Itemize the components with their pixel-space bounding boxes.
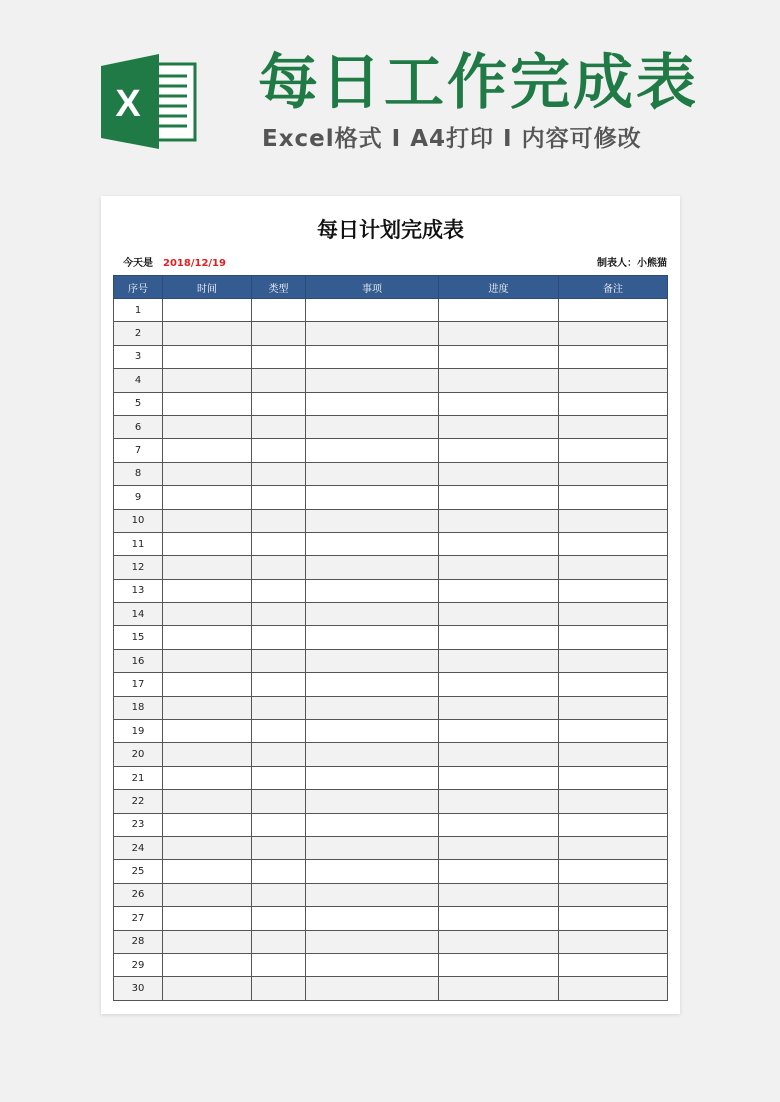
row-number: 21 xyxy=(114,766,163,789)
table-row xyxy=(114,299,668,322)
row-number: 11 xyxy=(114,532,163,555)
table-cell[interactable] xyxy=(163,720,252,743)
table-cell[interactable] xyxy=(163,743,252,766)
table-row xyxy=(114,673,668,696)
table-cell[interactable] xyxy=(306,673,439,696)
table-row xyxy=(114,977,668,1000)
document-title: 每日计划完成表 xyxy=(317,218,464,242)
row-number: 22 xyxy=(114,790,163,813)
table-cell[interactable] xyxy=(163,299,252,322)
row-number: 12 xyxy=(114,556,163,579)
table-cell[interactable] xyxy=(439,649,559,672)
row-number: 25 xyxy=(114,860,163,883)
table-row xyxy=(114,486,668,509)
svg-text:X: X xyxy=(115,83,141,125)
table-cell[interactable] xyxy=(439,345,559,368)
table-cell[interactable] xyxy=(163,626,252,649)
table-cell[interactable] xyxy=(252,626,306,649)
table-cell[interactable] xyxy=(163,603,252,626)
table-cell[interactable] xyxy=(439,299,559,322)
table-cell[interactable] xyxy=(439,579,559,602)
table-cell[interactable] xyxy=(252,322,306,345)
table-cell[interactable] xyxy=(306,299,439,322)
table-cell[interactable] xyxy=(252,439,306,462)
column-header: 序号 xyxy=(114,276,163,299)
table-cell[interactable] xyxy=(559,345,668,368)
table-cell[interactable] xyxy=(439,509,559,532)
table-cell[interactable] xyxy=(439,860,559,883)
table-cell[interactable] xyxy=(163,345,252,368)
table-cell[interactable] xyxy=(252,345,306,368)
table-cell[interactable] xyxy=(306,509,439,532)
table-cell[interactable] xyxy=(439,415,559,438)
table-cell[interactable] xyxy=(306,813,439,836)
table-cell[interactable] xyxy=(439,953,559,976)
table-cell[interactable] xyxy=(252,486,306,509)
table-cell[interactable] xyxy=(306,883,439,906)
table-cell[interactable] xyxy=(559,415,668,438)
table-cell[interactable] xyxy=(306,345,439,368)
row-number: 15 xyxy=(114,626,163,649)
table-cell[interactable] xyxy=(252,579,306,602)
table-row xyxy=(114,649,668,672)
table-cell[interactable] xyxy=(252,743,306,766)
table-cell[interactable] xyxy=(439,766,559,789)
column-header: 类型 xyxy=(252,276,306,299)
table-cell[interactable] xyxy=(559,532,668,555)
table-cell[interactable] xyxy=(163,322,252,345)
table-cell[interactable] xyxy=(439,439,559,462)
table-cell[interactable] xyxy=(252,532,306,555)
table-cell[interactable] xyxy=(163,532,252,555)
table-cell[interactable] xyxy=(306,953,439,976)
table-cell[interactable] xyxy=(439,720,559,743)
table-cell[interactable] xyxy=(439,603,559,626)
row-number: 16 xyxy=(114,649,163,672)
table-cell[interactable] xyxy=(306,415,439,438)
row-number: 1 xyxy=(114,299,163,322)
row-number: 5 xyxy=(114,392,163,415)
row-number: 23 xyxy=(114,813,163,836)
table-cell[interactable] xyxy=(252,883,306,906)
table-row xyxy=(114,579,668,602)
table-cell[interactable] xyxy=(163,392,252,415)
table-cell[interactable] xyxy=(306,392,439,415)
banner-title: 每日工作完成表 xyxy=(258,48,699,118)
table-cell[interactable] xyxy=(252,603,306,626)
table-cell[interactable] xyxy=(306,907,439,930)
table-cell[interactable] xyxy=(163,486,252,509)
table-cell[interactable] xyxy=(306,649,439,672)
table-cell[interactable] xyxy=(252,696,306,719)
table-body xyxy=(114,299,668,1001)
table-row xyxy=(114,345,668,368)
row-number: 6 xyxy=(114,415,163,438)
table-cell[interactable] xyxy=(559,883,668,906)
table-cell[interactable] xyxy=(439,930,559,953)
table-cell[interactable] xyxy=(439,743,559,766)
table-cell[interactable] xyxy=(163,953,252,976)
table-cell[interactable] xyxy=(559,649,668,672)
table-cell[interactable] xyxy=(306,579,439,602)
table-cell[interactable] xyxy=(163,369,252,392)
table-row xyxy=(114,392,668,415)
table-cell[interactable] xyxy=(163,415,252,438)
table-cell[interactable] xyxy=(252,813,306,836)
table-cell[interactable] xyxy=(163,883,252,906)
table-cell[interactable] xyxy=(439,907,559,930)
table-cell[interactable] xyxy=(559,696,668,719)
row-number: 27 xyxy=(114,907,163,930)
table-cell[interactable] xyxy=(439,322,559,345)
table-cell[interactable] xyxy=(252,299,306,322)
row-number: 24 xyxy=(114,836,163,859)
table-cell[interactable] xyxy=(252,930,306,953)
table-cell[interactable] xyxy=(559,299,668,322)
table-cell[interactable] xyxy=(163,462,252,485)
table-cell[interactable] xyxy=(559,673,668,696)
table-cell[interactable] xyxy=(163,649,252,672)
table-cell[interactable] xyxy=(559,836,668,859)
row-number: 8 xyxy=(114,462,163,485)
table-row xyxy=(114,556,668,579)
table-cell[interactable] xyxy=(559,439,668,462)
table-row xyxy=(114,930,668,953)
row-number: 19 xyxy=(114,720,163,743)
document-page xyxy=(101,196,680,1014)
table-cell[interactable] xyxy=(439,813,559,836)
table-cell[interactable] xyxy=(559,907,668,930)
table-cell[interactable] xyxy=(559,392,668,415)
table-row xyxy=(114,509,668,532)
table-cell[interactable] xyxy=(559,766,668,789)
table-row xyxy=(114,626,668,649)
table-cell[interactable] xyxy=(163,977,252,1000)
table-cell[interactable] xyxy=(163,790,252,813)
table-cell[interactable] xyxy=(439,883,559,906)
table-cell[interactable] xyxy=(252,392,306,415)
row-number: 20 xyxy=(114,743,163,766)
table-cell[interactable] xyxy=(163,907,252,930)
table-row xyxy=(114,743,668,766)
column-header: 进度 xyxy=(439,276,559,299)
table-cell[interactable] xyxy=(559,486,668,509)
banner-subtitle: Excel格式 I A4打印 I 内容可修改 xyxy=(262,126,642,152)
table-cell[interactable] xyxy=(559,953,668,976)
table-row xyxy=(114,696,668,719)
table-row xyxy=(114,813,668,836)
row-number: 17 xyxy=(114,673,163,696)
table-row xyxy=(114,369,668,392)
table-cell[interactable] xyxy=(306,462,439,485)
row-number: 10 xyxy=(114,509,163,532)
table-row xyxy=(114,439,668,462)
table-cell[interactable] xyxy=(163,579,252,602)
table-cell[interactable] xyxy=(163,766,252,789)
table-cell[interactable] xyxy=(306,556,439,579)
row-number: 2 xyxy=(114,322,163,345)
table-cell[interactable] xyxy=(252,556,306,579)
table-cell[interactable] xyxy=(306,743,439,766)
table-cell[interactable] xyxy=(163,696,252,719)
table-cell[interactable] xyxy=(439,532,559,555)
table-cell[interactable] xyxy=(306,790,439,813)
table-header xyxy=(114,276,668,299)
row-number: 9 xyxy=(114,486,163,509)
table-cell[interactable] xyxy=(439,392,559,415)
table-cell[interactable] xyxy=(252,836,306,859)
table-row xyxy=(114,907,668,930)
row-number: 30 xyxy=(114,977,163,1000)
table-cell[interactable] xyxy=(306,696,439,719)
table-cell[interactable] xyxy=(252,649,306,672)
date-label: 今天是 xyxy=(123,258,153,269)
table-cell[interactable] xyxy=(439,462,559,485)
row-number: 14 xyxy=(114,603,163,626)
table-cell[interactable] xyxy=(306,603,439,626)
table-cell[interactable] xyxy=(439,556,559,579)
table-cell[interactable] xyxy=(252,790,306,813)
table-row xyxy=(114,462,668,485)
row-number: 3 xyxy=(114,345,163,368)
date-value: 2018/12/19 xyxy=(163,258,226,269)
column-header: 事项 xyxy=(306,276,439,299)
table-cell[interactable] xyxy=(559,462,668,485)
table-row xyxy=(114,860,668,883)
table-cell[interactable] xyxy=(306,720,439,743)
table-cell[interactable] xyxy=(252,462,306,485)
table-cell[interactable] xyxy=(252,907,306,930)
table-cell[interactable] xyxy=(559,626,668,649)
table-cell[interactable] xyxy=(252,720,306,743)
table-cell[interactable] xyxy=(559,720,668,743)
table-cell[interactable] xyxy=(559,790,668,813)
table-cell[interactable] xyxy=(439,836,559,859)
table-cell[interactable] xyxy=(252,766,306,789)
table-cell[interactable] xyxy=(439,673,559,696)
table-cell[interactable] xyxy=(306,860,439,883)
table-cell[interactable] xyxy=(252,369,306,392)
table-cell[interactable] xyxy=(163,836,252,859)
column-header: 备注 xyxy=(559,276,668,299)
table-cell[interactable] xyxy=(559,369,668,392)
table-cell[interactable] xyxy=(163,439,252,462)
table-cell[interactable] xyxy=(559,579,668,602)
table-cell[interactable] xyxy=(439,626,559,649)
table-cell[interactable] xyxy=(439,696,559,719)
table-row xyxy=(114,790,668,813)
table-cell[interactable] xyxy=(439,486,559,509)
table-cell[interactable] xyxy=(163,930,252,953)
table-cell[interactable] xyxy=(306,766,439,789)
row-number: 26 xyxy=(114,883,163,906)
row-number: 4 xyxy=(114,369,163,392)
plan-table xyxy=(113,275,668,1001)
table-row xyxy=(114,603,668,626)
table-cell[interactable] xyxy=(306,532,439,555)
table-cell[interactable] xyxy=(306,369,439,392)
table-row xyxy=(114,953,668,976)
table-cell[interactable] xyxy=(163,860,252,883)
table-cell[interactable] xyxy=(306,626,439,649)
maker-label: 制表人：小熊猫 xyxy=(597,258,667,269)
table-row xyxy=(114,415,668,438)
table-cell[interactable] xyxy=(306,930,439,953)
table-cell[interactable] xyxy=(252,953,306,976)
table-cell[interactable] xyxy=(559,930,668,953)
table-cell[interactable] xyxy=(559,556,668,579)
table-cell[interactable] xyxy=(306,439,439,462)
table-cell[interactable] xyxy=(252,509,306,532)
table-cell[interactable] xyxy=(559,813,668,836)
table-cell[interactable] xyxy=(306,322,439,345)
table-cell[interactable] xyxy=(559,977,668,1000)
row-number: 28 xyxy=(114,930,163,953)
table-cell[interactable] xyxy=(559,603,668,626)
table-cell[interactable] xyxy=(559,743,668,766)
banner xyxy=(0,0,780,195)
column-header: 时间 xyxy=(163,276,252,299)
table-row xyxy=(114,532,668,555)
table-row xyxy=(114,883,668,906)
table-cell[interactable] xyxy=(252,415,306,438)
date-line xyxy=(123,257,226,271)
table-cell[interactable] xyxy=(559,509,668,532)
table-cell[interactable] xyxy=(306,977,439,1000)
table-cell[interactable] xyxy=(306,486,439,509)
table-cell[interactable] xyxy=(439,369,559,392)
table-cell[interactable] xyxy=(163,556,252,579)
table-cell[interactable] xyxy=(163,673,252,696)
row-number: 29 xyxy=(114,953,163,976)
table-cell[interactable] xyxy=(163,813,252,836)
excel-icon xyxy=(101,54,198,149)
table-cell[interactable] xyxy=(559,860,668,883)
table-cell[interactable] xyxy=(252,673,306,696)
table-cell[interactable] xyxy=(439,790,559,813)
row-number: 7 xyxy=(114,439,163,462)
table-row xyxy=(114,766,668,789)
row-number: 18 xyxy=(114,696,163,719)
table-cell[interactable] xyxy=(252,977,306,1000)
table-cell[interactable] xyxy=(306,836,439,859)
table-cell[interactable] xyxy=(163,509,252,532)
table-cell[interactable] xyxy=(559,322,668,345)
row-number: 13 xyxy=(114,579,163,602)
table-cell[interactable] xyxy=(439,977,559,1000)
table-row xyxy=(114,322,668,345)
table-cell[interactable] xyxy=(252,860,306,883)
table-row xyxy=(114,720,668,743)
table-row xyxy=(114,836,668,859)
